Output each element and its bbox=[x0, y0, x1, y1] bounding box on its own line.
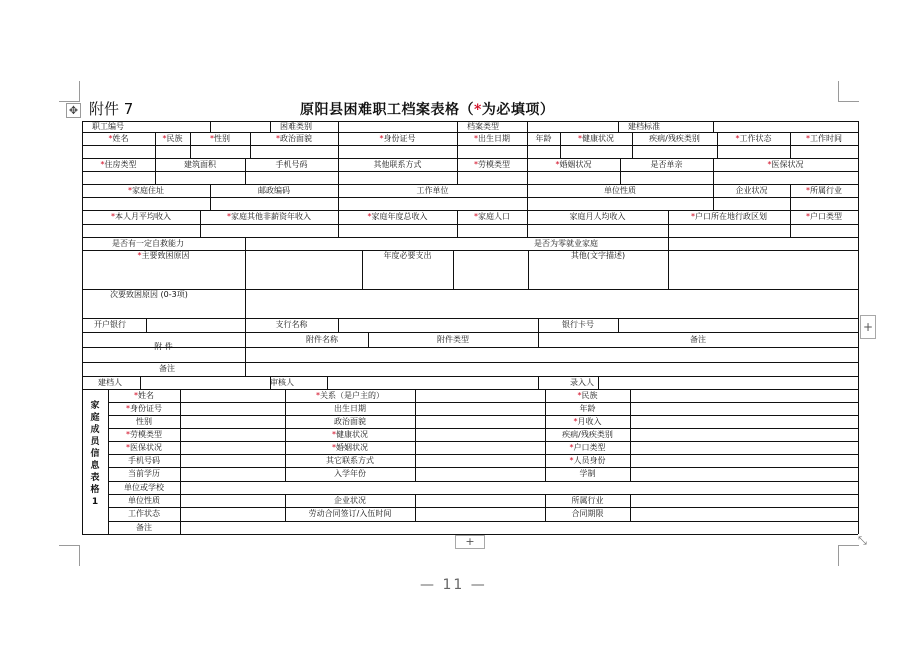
attachment-label: 附件 7 bbox=[89, 100, 134, 118]
form-field-label: *健康状况 bbox=[578, 134, 614, 143]
form-field-input[interactable] bbox=[631, 495, 857, 506]
required-star: * bbox=[100, 160, 105, 169]
form-field-label: 其他联系方式 bbox=[373, 160, 422, 169]
form-field-label: *工作时间 bbox=[806, 134, 842, 143]
form-field-label: 建档人 bbox=[98, 378, 122, 387]
form-field-label: 家庭月人均收入 bbox=[569, 212, 626, 221]
form-field-input[interactable] bbox=[339, 319, 537, 331]
required-star: * bbox=[126, 430, 130, 439]
required-star: * bbox=[210, 134, 214, 143]
form-field-label: 合同期限 bbox=[571, 509, 604, 518]
form-field-input[interactable] bbox=[669, 238, 857, 249]
form-field-input[interactable] bbox=[181, 468, 284, 480]
form-field-label: *家庭年度总收入 bbox=[367, 212, 428, 221]
form-field-label: *健康状况 bbox=[332, 430, 368, 439]
form-field-label: 建筑面积 bbox=[184, 160, 216, 169]
form-field-label: *政治面貌 bbox=[276, 134, 312, 143]
required-star: * bbox=[474, 212, 478, 221]
add-row-button[interactable]: + bbox=[455, 535, 485, 549]
form-field-label: *医保状况 bbox=[126, 443, 162, 452]
form-field-label: 附件类型 bbox=[437, 335, 469, 344]
form-field-label: *婚姻状况 bbox=[332, 443, 368, 452]
form-field-label: 档案类型 bbox=[467, 122, 499, 131]
form-field-label: *户口所在地行政区划 bbox=[691, 212, 767, 221]
required-star: * bbox=[691, 212, 695, 221]
form-field-label: 当前学历 bbox=[128, 469, 160, 478]
title-tail: 为必填项） bbox=[481, 102, 555, 118]
form-field-input[interactable] bbox=[416, 390, 544, 401]
form-field-input[interactable] bbox=[631, 390, 857, 401]
form-field-input[interactable] bbox=[147, 319, 244, 331]
form-field-input[interactable] bbox=[339, 146, 456, 157]
required-star: * bbox=[108, 134, 113, 143]
form-field-label: 入学年份 bbox=[334, 469, 366, 478]
form-field-input[interactable] bbox=[339, 122, 456, 131]
form-field-input[interactable] bbox=[633, 146, 716, 157]
table-rule bbox=[858, 389, 859, 534]
form-field-label: 是否单亲 bbox=[650, 160, 683, 169]
form-field-label: 附件名称 bbox=[306, 335, 338, 344]
form-field-label: *婚姻状况 bbox=[555, 160, 592, 169]
form-field-input[interactable] bbox=[561, 146, 631, 157]
family-section-label: 家庭成员信息表格1 bbox=[90, 401, 100, 507]
form-field-label: 工作单位 bbox=[416, 186, 449, 195]
form-field-input[interactable] bbox=[631, 455, 857, 466]
form-field-input[interactable] bbox=[669, 251, 857, 288]
form-field-input[interactable] bbox=[211, 198, 337, 209]
form-field-label: *性别 bbox=[210, 134, 230, 143]
form-field-input[interactable] bbox=[416, 468, 544, 480]
form-field-input[interactable] bbox=[631, 468, 857, 480]
form-field-input[interactable] bbox=[416, 429, 544, 440]
page-number: — 11 — bbox=[420, 577, 487, 593]
form-field-label: *家庭住址 bbox=[128, 186, 164, 195]
form-field-input[interactable] bbox=[631, 403, 857, 414]
form-field-label: 附 件 bbox=[154, 342, 173, 351]
form-field-input[interactable] bbox=[416, 508, 544, 520]
form-field-input[interactable] bbox=[339, 225, 456, 236]
form-field-label: 年龄 bbox=[535, 134, 552, 143]
form-field-input[interactable] bbox=[791, 146, 857, 157]
form-field-label: *本人月平均收入 bbox=[111, 212, 171, 221]
form-field-input[interactable] bbox=[791, 225, 857, 236]
required-star: * bbox=[227, 212, 231, 221]
required-star: * bbox=[162, 134, 167, 143]
form-field-input[interactable] bbox=[211, 122, 269, 131]
form-field-label: *身份证号 bbox=[126, 404, 162, 413]
required-star: * bbox=[474, 160, 478, 169]
form-field-input[interactable] bbox=[416, 455, 544, 466]
required-star: * bbox=[126, 404, 130, 413]
form-field-input[interactable] bbox=[454, 251, 527, 288]
form-field-label: *住房类型 bbox=[100, 160, 137, 169]
form-field-label: 年度必要支出 bbox=[383, 251, 432, 260]
required-star: * bbox=[134, 391, 138, 400]
required-star: * bbox=[573, 417, 578, 426]
form-field-input[interactable] bbox=[181, 522, 857, 533]
table-resize-icon[interactable]: ⤡ bbox=[858, 534, 867, 547]
form-field-label: *工作状态 bbox=[735, 134, 772, 143]
form-field-input[interactable] bbox=[714, 172, 857, 183]
form-field-label: 邮政编码 bbox=[258, 186, 290, 195]
form-field-input[interactable] bbox=[83, 146, 154, 157]
required-star: * bbox=[569, 443, 574, 452]
required-star: * bbox=[128, 186, 132, 195]
form-field-label: 建档标准 bbox=[628, 122, 660, 131]
form-field-label: 企业状况 bbox=[334, 496, 366, 505]
form-field-label: *家庭人口 bbox=[474, 212, 510, 221]
form-field-label: 学制 bbox=[579, 469, 596, 478]
form-field-label: *身份证号 bbox=[379, 134, 416, 143]
form-field-input[interactable] bbox=[416, 403, 544, 414]
form-field-input[interactable] bbox=[181, 482, 857, 493]
form-field-input[interactable] bbox=[181, 416, 284, 427]
form-field-input[interactable] bbox=[181, 508, 284, 520]
form-field-input[interactable] bbox=[416, 495, 544, 506]
form-field-label: 备注 bbox=[690, 335, 706, 344]
form-field-input[interactable] bbox=[246, 172, 337, 183]
form-field-input[interactable] bbox=[416, 442, 544, 453]
form-field-input[interactable] bbox=[83, 198, 209, 209]
form-field-input[interactable] bbox=[669, 225, 789, 236]
form-field-input[interactable] bbox=[714, 198, 789, 209]
form-field-label: 其他(文字描述) bbox=[570, 251, 626, 260]
form-field-label: 其它联系方式 bbox=[326, 456, 374, 465]
form-field-label: *劳模类型 bbox=[126, 430, 162, 439]
required-star: * bbox=[379, 134, 384, 143]
form-field-label: 单位或学校 bbox=[124, 483, 164, 492]
form-field-label: 是否有一定自救能力 bbox=[112, 239, 184, 248]
form-field-label: 企业状况 bbox=[735, 186, 768, 195]
form-field-label: 困难类别 bbox=[280, 122, 312, 131]
form-field-input[interactable] bbox=[416, 416, 544, 427]
form-field-label: 备注 bbox=[159, 364, 175, 373]
form-field-label: 审核人 bbox=[270, 378, 294, 387]
form-field-input[interactable] bbox=[528, 198, 712, 209]
required-star: * bbox=[111, 212, 115, 221]
form-field-input[interactable] bbox=[339, 198, 526, 209]
form-field-label: 备注 bbox=[136, 523, 152, 532]
required-star: * bbox=[367, 212, 372, 221]
form-field-label: *民族 bbox=[577, 391, 598, 400]
required-star: * bbox=[332, 443, 336, 452]
form-field-label: 录入人 bbox=[570, 378, 594, 387]
table-move-handle-icon[interactable]: ✥ bbox=[66, 103, 81, 118]
form-field-label: 年龄 bbox=[579, 404, 596, 413]
form-field-label: 劳动合同签订/入伍时间 bbox=[308, 509, 392, 518]
form-field-input[interactable] bbox=[458, 225, 526, 236]
form-field-input[interactable] bbox=[714, 122, 857, 131]
form-field-input[interactable] bbox=[631, 416, 857, 427]
form-field-label: *人员身份 bbox=[569, 456, 606, 465]
form-field-label: 政治面貌 bbox=[334, 417, 366, 426]
required-star: * bbox=[126, 443, 130, 452]
form-field-input[interactable] bbox=[181, 495, 284, 506]
form-field-input[interactable] bbox=[631, 442, 857, 453]
required-star: * bbox=[569, 456, 574, 465]
form-field-label: *家庭其他非薪资年收入 bbox=[227, 212, 311, 221]
form-field-input[interactable] bbox=[251, 146, 337, 157]
form-field-input[interactable] bbox=[141, 377, 244, 388]
required-star: * bbox=[806, 186, 810, 195]
form-field-label: *关系（是户主的） bbox=[316, 391, 384, 400]
form-field-input[interactable] bbox=[631, 508, 857, 520]
required-star: * bbox=[316, 391, 320, 400]
form-field-input[interactable] bbox=[528, 122, 617, 131]
form-field-label: *医保状况 bbox=[767, 160, 804, 169]
form-field-input[interactable] bbox=[528, 225, 667, 236]
title-text: 原阳县困难职工档案表格（ bbox=[300, 102, 474, 118]
form-field-label: 疾病/残疾类别 bbox=[649, 134, 700, 143]
form-field-input[interactable] bbox=[599, 377, 857, 388]
form-field-label: *所属行业 bbox=[806, 186, 842, 195]
form-field-input[interactable] bbox=[83, 225, 199, 236]
form-field-input[interactable] bbox=[328, 377, 537, 388]
form-field-label: *劳模类型 bbox=[474, 160, 510, 169]
form-field-label: 银行卡号 bbox=[562, 320, 594, 329]
title-required-star: * bbox=[474, 102, 482, 118]
form-field-label: 是否为零就业家庭 bbox=[534, 239, 598, 248]
required-star: * bbox=[806, 212, 810, 221]
required-star: * bbox=[332, 430, 336, 439]
form-field-label: 性别 bbox=[136, 417, 152, 426]
form-field-input[interactable] bbox=[181, 442, 284, 453]
form-field-label: 支行名称 bbox=[275, 320, 308, 329]
form-field-input[interactable] bbox=[339, 172, 456, 183]
form-field-label: 职工编号 bbox=[92, 122, 124, 131]
form-field-input[interactable] bbox=[246, 363, 857, 375]
form-field-input[interactable] bbox=[458, 172, 526, 183]
form-field-input[interactable] bbox=[631, 429, 857, 440]
form-field-label: *月收入 bbox=[573, 417, 602, 426]
form-field-label: *户口类型 bbox=[569, 443, 606, 452]
form-field-label: 疾病/残疾类别 bbox=[562, 430, 613, 439]
form-field-label: *出生日期 bbox=[474, 134, 510, 143]
form-field-label: *姓名 bbox=[134, 391, 154, 400]
form-field-input[interactable] bbox=[246, 251, 361, 288]
form-field-input[interactable] bbox=[621, 172, 712, 183]
form-field-input[interactable] bbox=[246, 290, 857, 317]
required-star: * bbox=[578, 134, 582, 143]
form-field-label: 开户银行 bbox=[94, 320, 126, 329]
required-star: * bbox=[735, 134, 740, 143]
table-rule bbox=[858, 121, 859, 389]
form-field-input[interactable] bbox=[191, 146, 249, 157]
form-field-input[interactable] bbox=[83, 172, 154, 183]
required-star: * bbox=[806, 134, 810, 143]
required-star: * bbox=[767, 160, 772, 169]
form-field-input[interactable] bbox=[619, 319, 857, 331]
form-field-input[interactable] bbox=[458, 146, 526, 157]
form-field-label: 工作状态 bbox=[128, 509, 160, 518]
form-field-label: 次要致困原因 (0-3项) bbox=[110, 290, 188, 299]
form-field-input[interactable] bbox=[201, 225, 337, 236]
form-field-label: 手机号码 bbox=[275, 160, 308, 169]
form-field-input[interactable] bbox=[181, 429, 284, 440]
form-field-input[interactable] bbox=[181, 455, 284, 466]
form-field-label: 单位性质 bbox=[128, 496, 160, 505]
table-rule bbox=[82, 534, 858, 535]
form-field-label: *民族 bbox=[162, 134, 183, 143]
form-field-input[interactable] bbox=[791, 198, 857, 209]
form-field-input[interactable] bbox=[528, 146, 559, 157]
required-star: * bbox=[474, 134, 478, 143]
required-star: * bbox=[555, 160, 560, 169]
form-field-label: 单位性质 bbox=[604, 186, 636, 195]
form-field-input[interactable] bbox=[181, 390, 284, 401]
form-field-label: *主要致困原因 bbox=[137, 251, 190, 260]
add-column-button[interactable]: + bbox=[860, 315, 876, 339]
form-field-input[interactable] bbox=[181, 403, 284, 414]
form-field-input[interactable] bbox=[156, 172, 244, 183]
form-field-label: *姓名 bbox=[108, 134, 129, 143]
form-field-label: *户口类型 bbox=[806, 212, 842, 221]
form-field-label: 手机号码 bbox=[128, 456, 160, 465]
form-field-label: 出生日期 bbox=[334, 404, 366, 413]
form-field-input[interactable] bbox=[246, 348, 857, 361]
required-star: * bbox=[137, 251, 142, 260]
required-star: * bbox=[276, 134, 280, 143]
form-field-input[interactable] bbox=[718, 146, 789, 157]
form-field-label: 所属行业 bbox=[571, 496, 604, 505]
required-star: * bbox=[577, 391, 582, 400]
form-field-input[interactable] bbox=[528, 172, 619, 183]
form-field-input[interactable] bbox=[156, 146, 189, 157]
